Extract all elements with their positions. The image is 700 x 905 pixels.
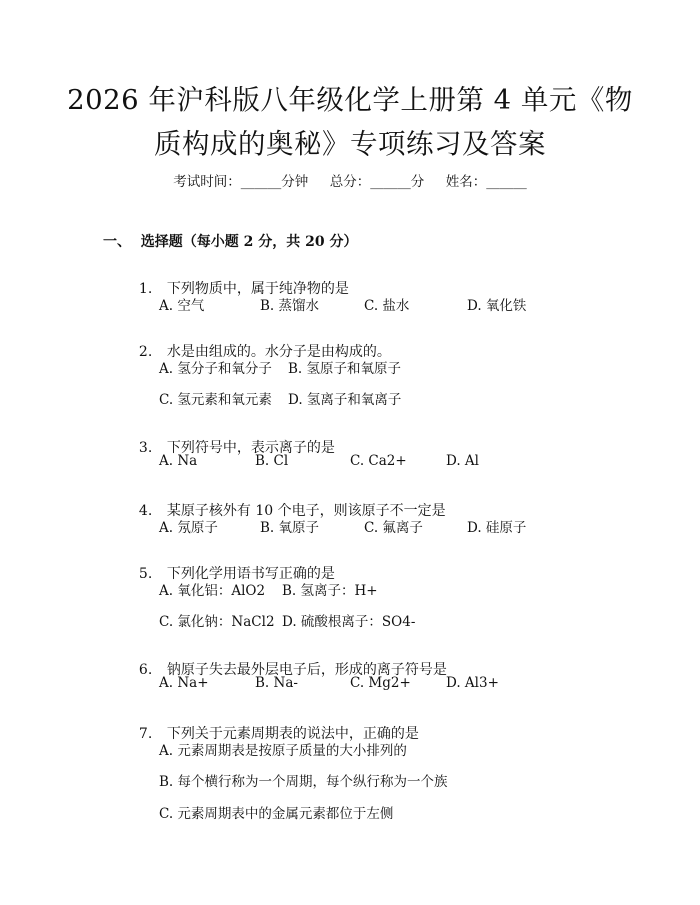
option-5c: C. 氯化钠：NaCl2: [159, 614, 275, 630]
question-text: 某原子核外有 10 个电子，则该原子不一定是: [166, 503, 446, 519]
option-2c: C. 氢元素和氧元素: [159, 392, 272, 408]
option-4a: A. 氖原子: [159, 520, 218, 536]
title-line-1: 2026 年沪科版八年级化学上册第 4 单元《物: [67, 84, 633, 116]
option-1b: B. 蒸馏水: [260, 298, 320, 314]
option-4b: B. 氧原子: [260, 520, 320, 536]
option-1c: C. 盐水: [364, 298, 410, 314]
question-number: 7.: [138, 726, 153, 742]
option-1d: D. 氧化铁: [467, 298, 527, 314]
option-2d: D. 氢离子和氧离子: [288, 392, 402, 408]
option-6a: A. Na+: [159, 675, 209, 691]
question-text: 水是由组成的。水分子是由构成的。: [166, 344, 391, 360]
option-6d: D. Al3+: [446, 675, 499, 691]
question-number: 4.: [138, 503, 153, 519]
option-3d: D. Al: [446, 453, 479, 469]
question-text: 下列关于元素周期表的说法中，正确的是: [166, 726, 419, 742]
title-line-2: 质构成的奥秘》专项练习及答案: [154, 128, 546, 160]
question-5: [130, 547, 335, 583]
option-3a: A. Na: [159, 453, 198, 469]
option-5b: B. 氢离子：H+: [282, 583, 378, 599]
option-7c: C. 元素周期表中的金属元素都位于左侧: [159, 806, 394, 822]
option-5d: D. 硫酸根离子：SO4-: [282, 614, 416, 630]
option-7b: B. 每个横行称为一个周期，每个纵行称为一个族: [159, 774, 448, 790]
question-number: 6.: [138, 662, 153, 678]
exam-info: 考试时间：______分钟 总分：______分 姓名：______: [173, 174, 527, 190]
document-title: [60, 78, 640, 166]
option-4d: D. 硅原子: [467, 520, 527, 536]
option-5a: A. 氧化铝：AlO2: [159, 583, 266, 599]
option-3c: C. Ca2+: [350, 453, 407, 469]
question-text: 下列化学用语书写正确的是: [166, 566, 335, 582]
question-6: [130, 643, 447, 679]
question-3: [130, 421, 335, 457]
question-7: [130, 707, 419, 743]
question-number: 2.: [138, 344, 153, 360]
option-3b: B. Cl: [255, 453, 289, 469]
option-2a: A. 氢分子和氧分子: [159, 361, 272, 377]
option-1a: A. 空气: [159, 298, 205, 314]
option-4c: C. 氟离子: [364, 520, 423, 536]
question-text: 下列符号中，表示离子的是: [166, 440, 335, 456]
question-number: 5.: [138, 566, 153, 582]
question-text: 钠原子失去最外层电子后，形成的离子符号是: [166, 662, 447, 678]
question-4: [130, 484, 446, 520]
option-6c: C. Mg2+: [350, 675, 411, 691]
option-2b: B. 氢原子和氧原子: [288, 361, 402, 377]
question-text: 下列物质中，属于纯净物的是: [166, 281, 349, 297]
section-heading-choice: 一、 选择题（每小题 2 分，共 20 分）: [103, 234, 358, 250]
question-1: [130, 262, 349, 298]
question-number: 3.: [138, 440, 153, 456]
option-7a: A. 元素周期表是按原子质量的大小排列的: [159, 743, 407, 759]
option-6b: B. Na-: [255, 675, 298, 691]
question-2: [130, 325, 391, 361]
question-number: 1.: [138, 281, 153, 297]
